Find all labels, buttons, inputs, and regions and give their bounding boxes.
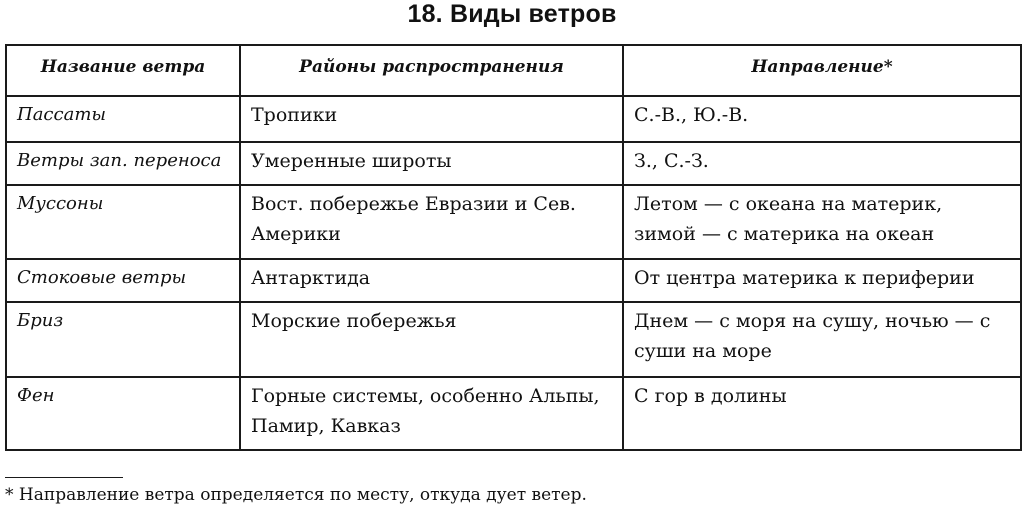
footnote: * Направление ветра определяется по месту, откуда дует ветер. [5, 485, 587, 505]
winds-table [5, 44, 1022, 451]
direction-cell: От центра материка к периферии [623, 259, 1021, 302]
page-title: 18. Виды ветров [407, 0, 617, 28]
table-row [6, 302, 1021, 377]
regions-cell: Умеренные широты [240, 142, 623, 185]
header-direction: Направление* [623, 45, 1021, 96]
regions-cell: Тропики [240, 96, 623, 142]
direction-cell: Днем — с моря на сушу, ночью — с суши на море [623, 302, 1021, 377]
table-row [6, 259, 1021, 302]
footnote-divider [5, 477, 123, 478]
header-wind-name: Название ветра [6, 45, 240, 96]
direction-cell: С гор в долины [623, 377, 1021, 450]
wind-name-cell: Пассаты [6, 96, 240, 142]
regions-cell: Антарктида [240, 259, 623, 302]
direction-cell: Летом — с океана на материк, зимой — с материка на океан [623, 185, 1021, 259]
wind-name-cell: Муссоны [6, 185, 240, 259]
table-header-row [6, 45, 1021, 96]
wind-name-cell: Фен [6, 377, 240, 450]
regions-cell: Горные системы, особенно Альпы, Памир, Кавказ [240, 377, 623, 450]
regions-cell: Вост. побережье Евразии и Сев. Америки [240, 185, 623, 259]
wind-name-cell: Стоковые ветры [6, 259, 240, 302]
table-row [6, 185, 1021, 259]
direction-cell: З., С.-З. [623, 142, 1021, 185]
table-row [6, 142, 1021, 185]
wind-name-cell: Ветры зап. переноса [6, 142, 240, 185]
table-row [6, 96, 1021, 142]
wind-name-cell: Бриз [6, 302, 240, 377]
header-regions: Районы распространения [240, 45, 623, 96]
regions-cell: Морские побережья [240, 302, 623, 377]
table-row [6, 377, 1021, 450]
direction-cell: С.-В., Ю.-В. [623, 96, 1021, 142]
